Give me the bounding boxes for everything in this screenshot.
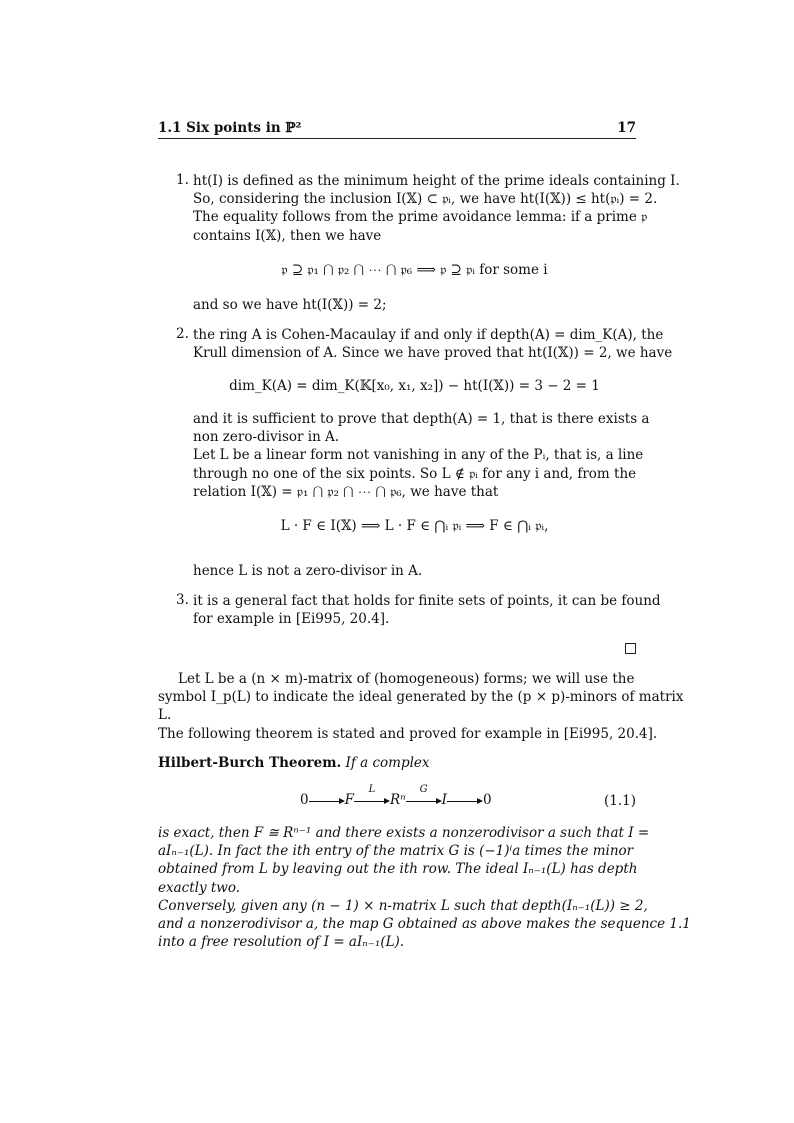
text-line: ht(I) is defined as the minimum height of the prime ideals containing I. bbox=[193, 173, 680, 189]
text-line: Let L be a linear form not vanishing in any of the Pᵢ, that is, a line bbox=[193, 447, 644, 464]
seq-I: I bbox=[441, 792, 447, 808]
text-line: Conversely, given any (n − 1) × n-matrix L such that depth(Iₙ₋₁(L)) ≥ 2, bbox=[158, 897, 648, 914]
list-body bbox=[193, 410, 650, 501]
arrow bbox=[309, 796, 345, 806]
list-body bbox=[193, 326, 673, 362]
text-line: Let L be a (n × m)-matrix of (homogeneous) forms; we will use the bbox=[178, 671, 635, 687]
qed-box bbox=[625, 643, 636, 654]
text-line: contains I(𝕏), then we have bbox=[193, 227, 382, 244]
equation-number: (1.1) bbox=[603, 793, 636, 809]
theorem-body bbox=[158, 824, 691, 951]
page-number: 17 bbox=[617, 120, 636, 136]
text-line: hence L is not a zero-divisor in A. bbox=[193, 563, 423, 579]
section-title: 1.1 Six points in ℙ² bbox=[158, 120, 302, 136]
arrow-label: G bbox=[419, 783, 428, 795]
list-number: 1. bbox=[176, 172, 189, 188]
list-body bbox=[193, 592, 661, 628]
text-line: is exact, then F ≅ Rⁿ⁻¹ and there exists a nonzerodivisor a such that I = bbox=[158, 825, 650, 841]
list-number: 3. bbox=[176, 592, 189, 608]
list-body bbox=[193, 296, 636, 314]
text-line: aIₙ₋₁(L). In fact the ith entry of the matrix G is (−1)ⁱa times the minor bbox=[158, 843, 634, 860]
text-line: L. bbox=[158, 707, 172, 724]
theorem-title: Hilbert-Burch Theorem. bbox=[158, 755, 342, 771]
text-line: obtained from L by leaving out the ith row. The ideal Iₙ₋₁(L) has depth bbox=[158, 861, 638, 878]
text-line: and a nonzerodivisor a, the map G obtained as above makes the sequence 1.1 bbox=[158, 916, 691, 933]
paragraph bbox=[158, 670, 684, 743]
seq-F: F bbox=[344, 792, 354, 808]
display-equation: dim_K(A) = dim_K(𝕂[x₀, x₁, x₂]) − ht(I(𝕏)) = 3 − 2 = 1 bbox=[229, 378, 600, 394]
seq-zero-left: 0 bbox=[300, 792, 309, 808]
theorem-heading bbox=[158, 754, 636, 772]
exact-sequence bbox=[300, 783, 492, 808]
text-line: the ring A is Cohen-Macaulay if and only if depth(A) = dim_K(A), the bbox=[193, 327, 664, 343]
arrow-label: L bbox=[368, 783, 376, 795]
list-body bbox=[193, 172, 680, 245]
text-line: The equality follows from the prime avoidance lemma: if a prime 𝔭 bbox=[193, 209, 648, 226]
list-number: 2. bbox=[176, 326, 189, 342]
display-equation: 𝔭 ⊇ 𝔭₁ ⋂ 𝔭₂ ⋂ ⋯ ⋂ 𝔭₆ ⟹ 𝔭 ⊇ 𝔭ᵢ for some i bbox=[281, 262, 548, 278]
display-equation: L · F ∈ I(𝕏) ⟹ L · F ∈ ⋂ᵢ 𝔭ᵢ ⟹ F ∈ ⋂ᵢ 𝔭ᵢ, bbox=[280, 518, 549, 534]
text-line: symbol I_p(L) to indicate the ideal generated by the (p × p)-minors of matrix bbox=[158, 689, 684, 706]
text-line: relation I(𝕏) = 𝔭₁ ⋂ 𝔭₂ ⋂ ⋯ ⋂ 𝔭₆, we have that bbox=[193, 483, 499, 500]
text-line: through no one of the six points. So L ∉ 𝔭ᵢ for any i and, from the bbox=[193, 465, 637, 482]
arrow-G bbox=[406, 783, 442, 806]
text-line: for example in [Ei995, 20.4]. bbox=[193, 611, 390, 628]
text-line: Krull dimension of A. Since we have proved that ht(I(𝕏)) = 2, we have bbox=[193, 345, 673, 362]
arrow bbox=[447, 796, 483, 806]
list-body bbox=[193, 562, 636, 580]
arrow-L bbox=[354, 783, 390, 806]
text-line: and so we have ht(I(𝕏)) = 2; bbox=[193, 297, 387, 313]
theorem-intro: If a complex bbox=[345, 755, 430, 771]
running-header bbox=[158, 118, 636, 139]
text-line: non zero-divisor in A. bbox=[193, 429, 340, 446]
text-line: it is a general fact that holds for finite sets of points, it can be found bbox=[193, 593, 661, 609]
text-line: and it is sufficient to prove that depth(A) = 1, that is there exists a bbox=[193, 411, 650, 427]
seq-Rn: Rⁿ bbox=[389, 792, 406, 808]
text-line: exactly two. bbox=[158, 879, 241, 896]
text-line: The following theorem is stated and proved for example in [Ei995, 20.4]. bbox=[158, 725, 658, 742]
seq-zero-right: 0 bbox=[482, 792, 492, 808]
text-line: So, considering the inclusion I(𝕏) ⊂ 𝔭ᵢ, we have ht(I(𝕏)) ≤ ht(𝔭ᵢ) = 2. bbox=[193, 191, 658, 208]
text-line: into a free resolution of I = aIₙ₋₁(L). bbox=[158, 934, 405, 951]
